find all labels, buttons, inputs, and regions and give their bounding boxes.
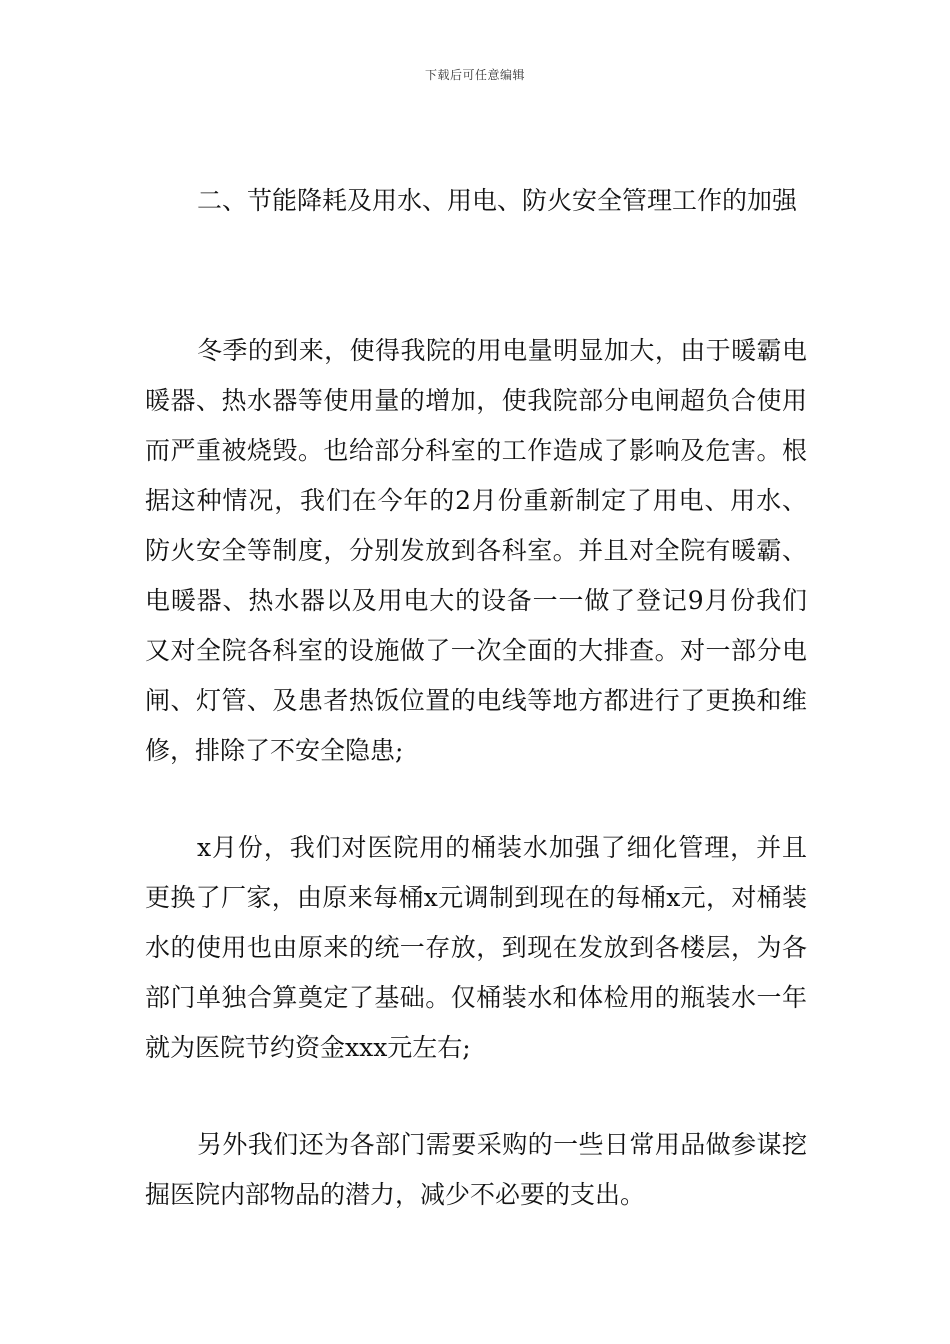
page-header-note: 下载后可任意编辑 (424, 68, 525, 82)
paragraph-purchasing: 另外我们还为各部门需要采购的一些日常用品做参谋挖掘医院内部物品的潜力，减少不必要的支出。 (145, 1130, 807, 1209)
paragraph-electricity: 冬季的到来，使得我院的用电量明显加大，由于暖霸电暖器、热水器等使用量的增加，使我院部分电闸超负合使用而严重被烧毁。也给部分科室的工作造成了影响及危害。根据这种情况，我们在今年的2月份重新制定了用电、用水、防火安全等制度，分别发放到各科室。并且对全院有暖霸、电暖器、热水器以及用电大的设备一一做了登记9月份我们又对全院各科室的设施做了一次全面的大排查。对一部分电闸、灯管、及患者热饭位置的电线等地方都进行了更换和维修，排除了不安全隐患; (145, 336, 807, 765)
paragraph-water: x月份，我们对医院用的桶装水加强了细化管理，并且更换了厂家，由原来每桶x元调制到现在的每桶x元，对桶装水的使用也由原来的统一存放，到现在发放到各楼层，为各部门单独合算奠定了基础。仅桶装水和体检用的瓶装水一年就为医院节约资金xxx元左右; (145, 833, 807, 1062)
section-heading: 二、节能降耗及用水、用电、防火安全管理工作的加强 (197, 186, 798, 215)
